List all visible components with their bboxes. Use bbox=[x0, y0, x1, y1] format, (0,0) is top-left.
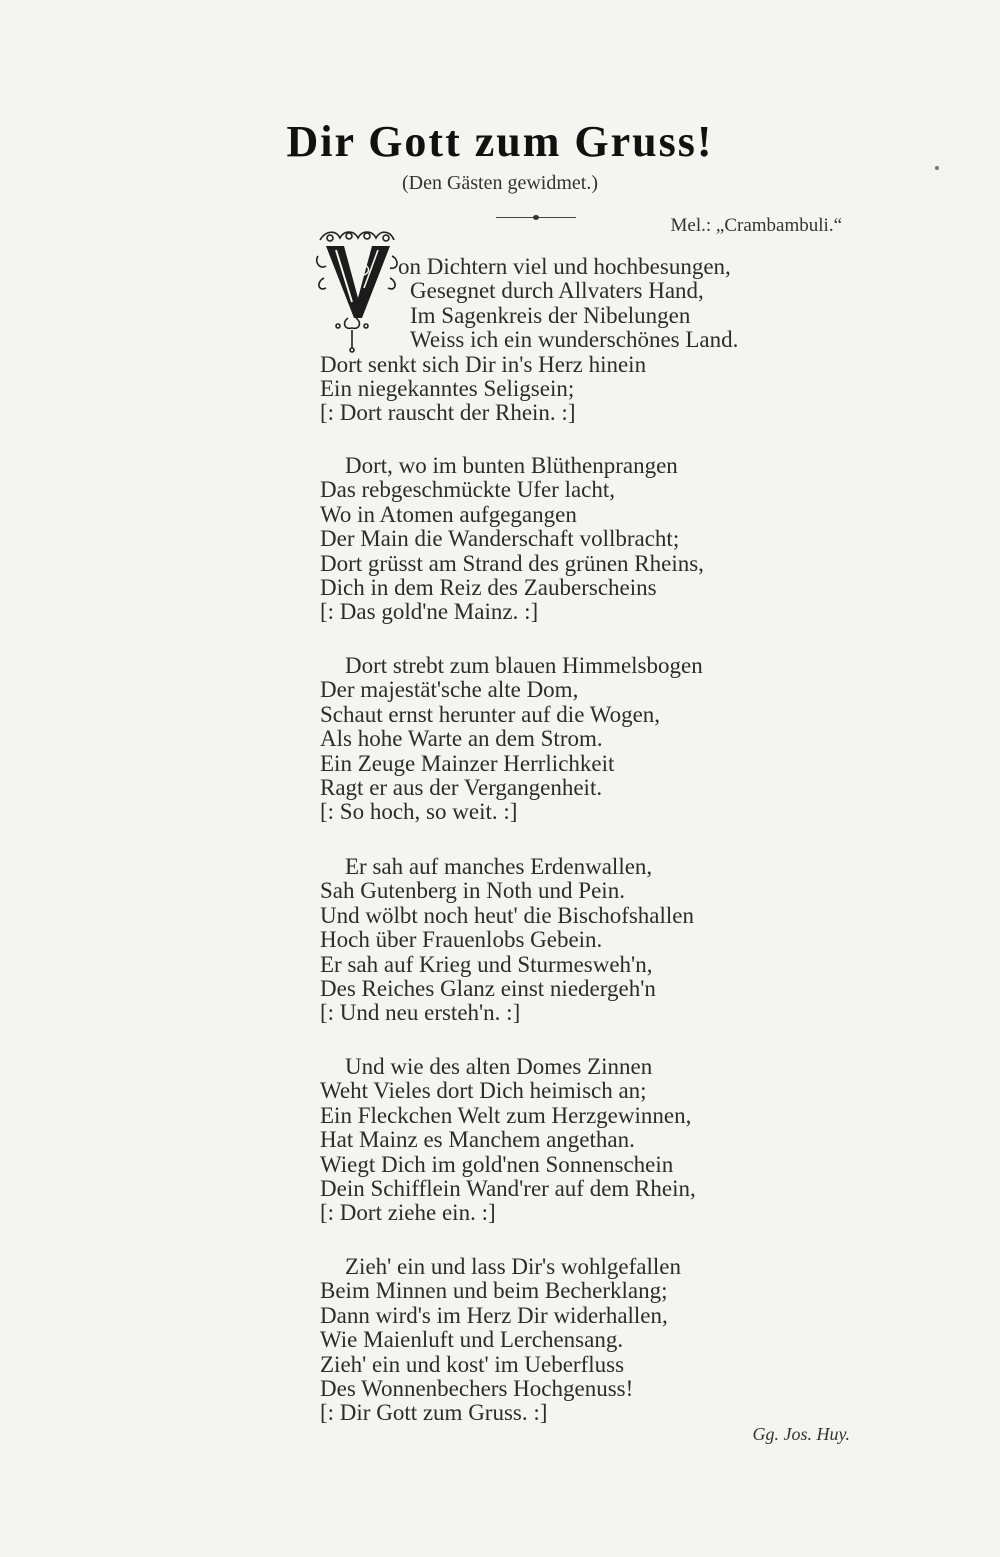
poem-line: Hat Mainz es Manchem angethan. bbox=[320, 1127, 635, 1153]
poem-line: Dort grüsst am Strand des grünen Rheins, bbox=[320, 550, 704, 576]
poem-line: Weiss ich ein wunderschönes Land. bbox=[410, 327, 739, 353]
poem-line: Wo in Atomen aufgegangen bbox=[320, 501, 577, 527]
melody-note: Mel.: „Crambambuli.“ bbox=[670, 215, 842, 236]
poem-line: Dort, wo im bunten Blüthenprangen bbox=[345, 453, 678, 478]
poem-line: Der Main die Wanderschaft vollbracht; bbox=[320, 526, 680, 552]
poem-line: Zieh' ein und kost' im Ueberfluss bbox=[320, 1351, 625, 1377]
poem-line: [: Dort rauscht der Rhein. :] bbox=[320, 400, 576, 426]
poem-line: [: Das gold'ne Mainz. :] bbox=[320, 599, 539, 625]
poem-line: Beim Minnen und beim Becherklang; bbox=[320, 1278, 668, 1304]
poem-line: Wiegt Dich im gold'nen Sonnenschein bbox=[320, 1151, 674, 1177]
poem-line: [: So hoch, so weit. :] bbox=[320, 799, 518, 825]
poem-line: Der majestät'sche alte Dom, bbox=[320, 677, 579, 703]
poem-line: Und wie des alten Domes Zinnen bbox=[345, 1054, 653, 1079]
poem-title: Dir Gott zum Gruss! bbox=[286, 117, 714, 166]
poem-line: Ein niegekanntes Seligsein; bbox=[320, 376, 575, 401]
poem-line: [: Dort ziehe ein. :] bbox=[320, 1200, 496, 1226]
poem-line: Gesegnet durch Allvaters Hand, bbox=[410, 278, 704, 304]
poem-line: Zieh' ein und lass Dir's wohlgefallen bbox=[345, 1254, 681, 1279]
poem-line: Dort strebt zum blauen Himmelsbogen bbox=[345, 653, 703, 678]
poem-line: [: Und neu ersteh'n. :] bbox=[320, 1000, 521, 1026]
poem-line: Das rebgeschmückte Ufer lacht, bbox=[320, 477, 616, 503]
initial-letter-v bbox=[314, 226, 400, 354]
poem-line: Dich in dem Reiz des Zauberscheins bbox=[320, 575, 657, 600]
author-signature: Gg. Jos. Huy. bbox=[752, 1424, 850, 1444]
poem-line: Dann wird's im Herz Dir widerhallen, bbox=[320, 1302, 668, 1328]
poem-line: Ragt er aus der Vergangenheit. bbox=[320, 775, 603, 800]
divider-ornament bbox=[533, 215, 539, 220]
poem-line: [: Dir Gott zum Gruss. :] bbox=[320, 1400, 548, 1426]
poem-line: Als hohe Warte an dem Strom. bbox=[320, 726, 603, 752]
poem-line: Dort senkt sich Dir in's Herz hinein bbox=[320, 351, 647, 377]
poem-line: Ein Zeuge Mainzer Herrlichkeit bbox=[320, 750, 615, 776]
poem-line: Ein Fleckchen Welt zum Herzgewinnen, bbox=[320, 1102, 692, 1128]
dedication: (Den Gästen gewidmet.) bbox=[401, 172, 599, 194]
poem-line: Schaut ernst herunter auf die Wogen, bbox=[320, 701, 661, 727]
poem-line: Er sah auf manches Erdenwallen, bbox=[345, 854, 653, 879]
poem-line: Und wölbt noch heut' die Bischofshallen bbox=[320, 902, 694, 928]
poem-line: Im Sagenkreis der Nibelungen bbox=[410, 302, 691, 328]
poem-line: Wie Maienluft und Lerchensang. bbox=[320, 1327, 624, 1353]
poem-line: Sah Gutenberg in Noth und Pein. bbox=[320, 878, 625, 904]
poem-line: on Dichtern viel und hochbesungen, bbox=[398, 254, 731, 279]
poem-line: Des Reiches Glanz einst niedergeh'n bbox=[320, 976, 656, 1001]
poem-line: Dein Schifflein Wand'rer auf dem Rhein, bbox=[320, 1176, 696, 1201]
poem-line: Weht Vieles dort Dich heimisch an; bbox=[320, 1078, 647, 1104]
poem-line: Hoch über Frauenlobs Gebein. bbox=[320, 927, 603, 953]
poem-line: Er sah auf Krieg und Sturmesweh'n, bbox=[320, 951, 653, 977]
poem-line: Des Wonnenbechers Hochgenuss! bbox=[320, 1376, 634, 1401]
